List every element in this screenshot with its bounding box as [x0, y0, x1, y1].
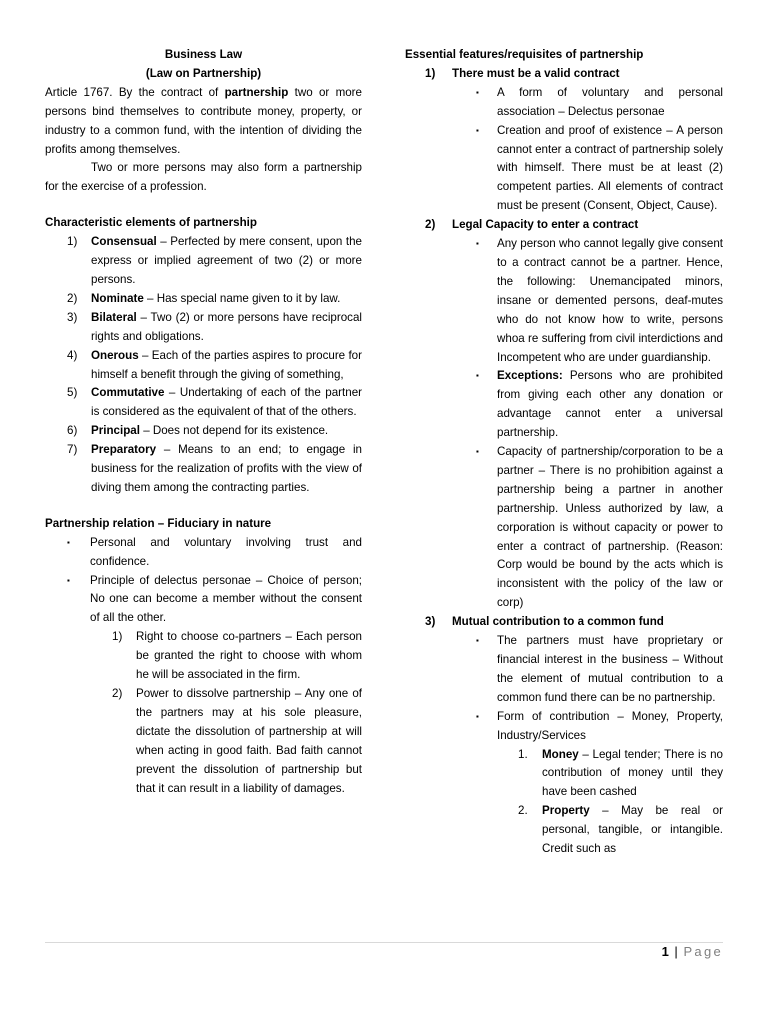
- bullet-icon: ▪: [476, 371, 479, 381]
- list-item: 1. Money – Legal tender; There is no contribution of money until they have been cashed: [518, 747, 723, 799]
- page-footer: [662, 943, 723, 961]
- page-label: Page: [683, 944, 723, 959]
- bullet-icon: ▪: [67, 537, 70, 547]
- list-item: ▪ The partners must have proprietary or financial interest in the business – Without the element of mutual contribution to a common fund there can be no partnership.: [476, 634, 723, 704]
- bullet-icon: ▪: [476, 87, 479, 97]
- list-item: ▪ Exceptions: Persons who are prohibited from giving each other any donation or advantage cannot enter a universal partnership.: [476, 369, 723, 440]
- list-item: ▪ Creation and proof of existence – A person cannot enter a contract of partnership solely with himself. There must be at least (2) competent parties. All elements of contract must be present (Consent, Object, Cause).: [476, 123, 723, 213]
- relation-sublist: [45, 628, 362, 798]
- list-item: 1) Right to choose co-partners – Each person be granted the right to choose with whom he will be associated in the firm.: [112, 630, 362, 682]
- list-item: 1) Consensual – Perfected by mere consent, upon the express or implied agreement of two (2) or more persons.: [67, 235, 362, 286]
- requisite-2-bullets: [405, 235, 723, 613]
- page-number: 1: [661, 944, 669, 959]
- profession-paragraph: Two or more persons may also form a partnership for the exercise of a profession.: [45, 161, 362, 194]
- requisite-3: 3) Mutual contribution to a common fund: [425, 615, 664, 629]
- list-item: 2. Property – May be real or personal, tangible, or intangible. Credit such as: [518, 804, 723, 856]
- right-column: [405, 46, 723, 859]
- requisite-1: 1) There must be a valid contract: [425, 66, 620, 80]
- relation-bullets: [45, 534, 362, 629]
- article-paragraph: Article 1767. By the contract of partnership two or more persons bind themselves to contribute money, property, or industry to a common fund, with the intention of dividing the profits among themselves.: [45, 85, 362, 156]
- list-item: ▪ A form of voluntary and personal association – Delectus personae: [476, 85, 723, 118]
- bullet-icon: ▪: [476, 125, 479, 135]
- features-heading: Essential features/requisites of partnership: [405, 48, 644, 61]
- list-item: ▪ Capacity of partnership/corporation to be a partner – There is no prohibition against a partnership being a partner in another partnership. Unless authorized by law, a corporation is without capacity or power to enter a contract of partnership. (Reason: Corp would be bound by the acts which is inconsistent with the policy of the law or corp): [476, 445, 723, 610]
- list-item: 3) Bilateral – Two (2) or more persons have reciprocal rights and obligations.: [67, 310, 362, 343]
- bullet-icon: ▪: [476, 636, 479, 646]
- list-item: 2) Power to dissolve partnership – Any one of the partners may at his sole pleasure, dictate the dissolution of partnership at will when acting in good faith. Bad faith cannot prevent the dissolution of partnership but that it can result in a liability of damages.: [112, 687, 362, 795]
- list-item: 5) Commutative – Undertaking of each of the partner is considered as the equivalent of that of the others.: [67, 386, 362, 419]
- footer-separator: |: [674, 944, 678, 959]
- bullet-icon: ▪: [67, 575, 70, 585]
- footer-divider: [45, 942, 723, 943]
- left-column: [45, 46, 362, 798]
- bullet-icon: ▪: [476, 711, 479, 721]
- characteristics-list: [45, 233, 362, 498]
- bullet-icon: ▪: [476, 447, 479, 457]
- requisite-1-bullets: [405, 84, 723, 216]
- requisite-3-bullets: [405, 632, 723, 745]
- list-item: ▪ Form of contribution – Money, Property, Industry/Services: [476, 709, 723, 742]
- list-item: ▪ Principle of delectus personae – Choice of person; No one can become a member without the consent of all the other.: [67, 573, 362, 625]
- document-subtitle: (Law on Partnership): [145, 66, 262, 80]
- list-item: ▪ Personal and voluntary involving trust and confidence.: [67, 535, 362, 568]
- characteristics-heading: Characteristic elements of partnership: [45, 216, 257, 230]
- list-item: 4) Onerous – Each of the parties aspires to procure for himself a benefit through the giving of something,: [67, 348, 362, 381]
- contribution-forms-list: [405, 746, 723, 859]
- bullet-icon: ▪: [476, 239, 479, 249]
- list-item: 7) Preparatory – Means to an end; to engage in business for the realization of profits with the view of diving them among the contracting parties.: [67, 443, 362, 494]
- list-item: 2) Nominate – Has special name given to it by law.: [67, 291, 341, 305]
- list-item: ▪ Any person who cannot legally give consent to a contract cannot be a partner. Hence, the following: Unemancipated minors, insane or demented persons, deaf-mutes who do not know how to write, persons whoa re suffering from civil interdictions and Incompetent who are under guardianship.: [476, 237, 723, 364]
- list-item: 6) Principal – Does not depend for its existence.: [67, 424, 329, 438]
- document-title: Business Law: [164, 48, 243, 61]
- requisite-2: 2) Legal Capacity to enter a contract: [425, 218, 639, 232]
- relation-heading: Partnership relation – Fiduciary in nature: [45, 516, 272, 530]
